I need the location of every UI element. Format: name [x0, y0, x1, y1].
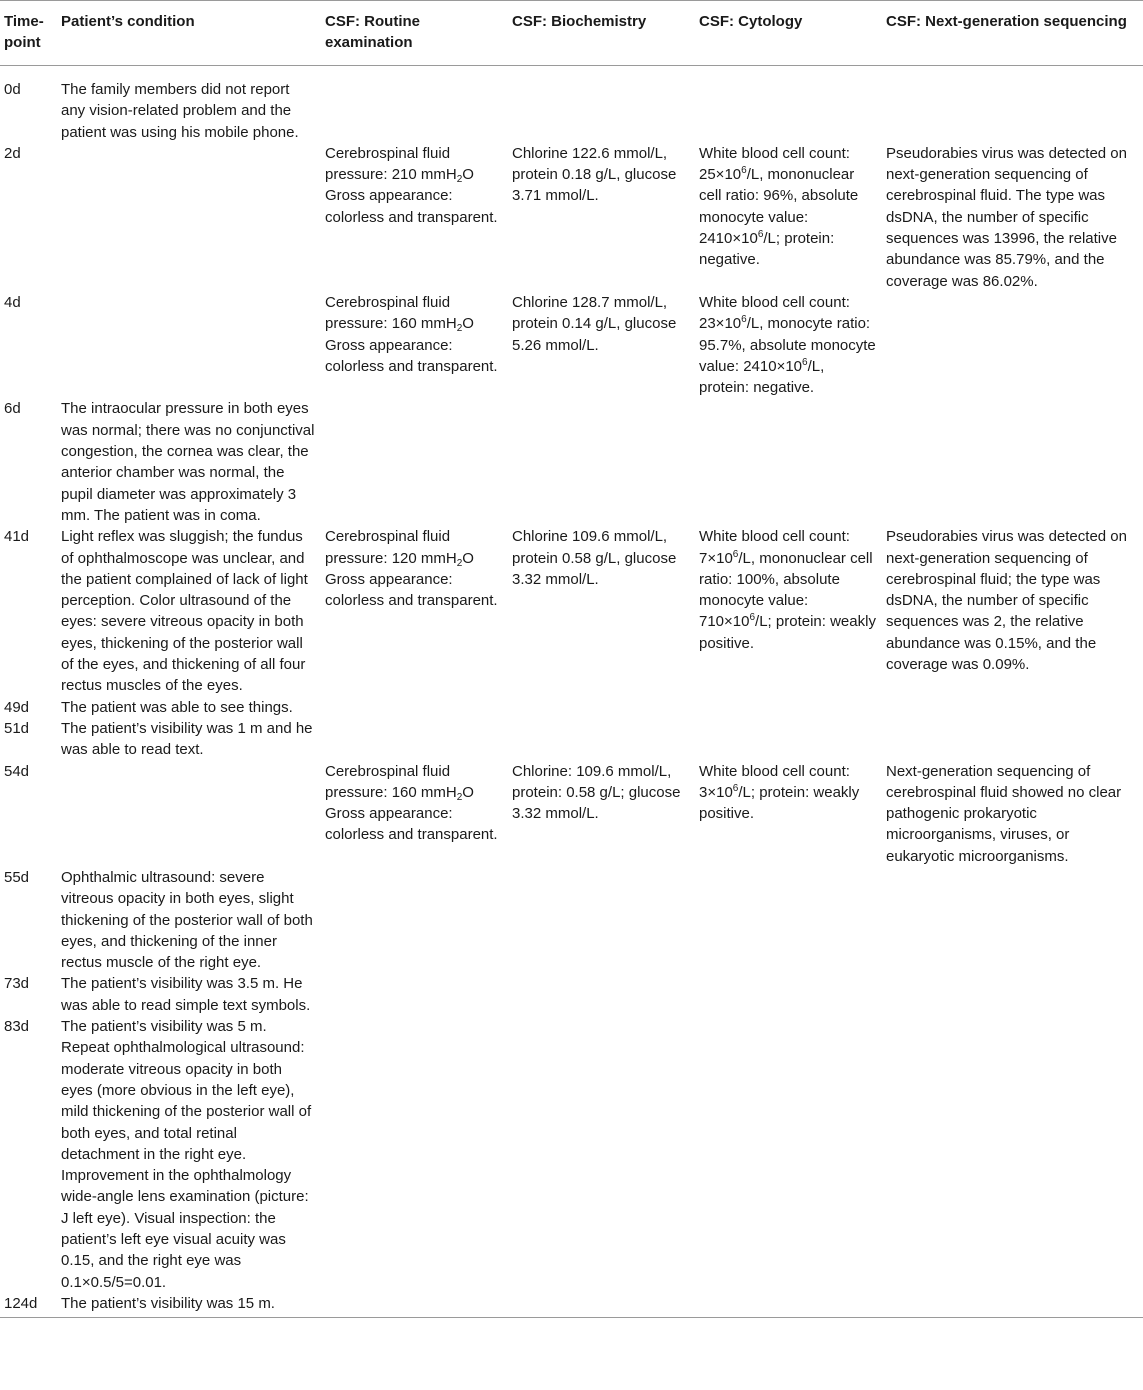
csf-routine-cell: [321, 867, 508, 973]
patient-condition-cell: [57, 292, 321, 398]
table-row: [0, 718, 1143, 761]
csf-biochemistry-cell: Chlorine 122.6 mmol/L, protein 0.18 g/L, glucose 3.71 mmol/L.: [512, 144, 677, 205]
patient-condition-cell: [57, 761, 321, 867]
table-row: [0, 697, 1143, 718]
table-row: [0, 973, 1143, 1016]
csf-biochemistry-cell: [508, 973, 695, 1016]
timepoint-cell: 124d: [4, 1294, 38, 1312]
timepoint-cell: 4d: [4, 293, 21, 311]
csf-cytology-cell: [695, 718, 882, 761]
timepoint-cell: 55d: [4, 868, 30, 886]
csf-biochemistry-cell: [508, 697, 695, 718]
table-header-row: [0, 1, 1143, 66]
csf-routine-cell: [321, 697, 508, 718]
csf-routine-cell: Cerebrospinal fluid pressure: 120 mmH$_2$O Gross appearance: colorless and transparent.: [325, 528, 498, 610]
csf-cytology-cell: White blood cell count: $7\times 10^6/L$, mononuclear cell ratio: 100%, absolute monocyte value: $710\times 10^6/L$; protein: weakly positive.: [699, 528, 876, 652]
csf-biochemistry-cell: [508, 867, 695, 973]
csf-cytology-cell: [695, 398, 882, 526]
patient-condition-cell: The family members did not report any vision-related problem and the patient was using his mobile phone.: [61, 81, 299, 141]
csf-ngs-cell: Pseudorabies virus was detected on next-generation sequencing of cerebrospinal fluid; the type was dsDNA, the number of specific sequences was 2, the relative abundance was 0.15%, and the coverage was 0.09%.: [886, 528, 1127, 674]
table-row: [0, 143, 1143, 292]
header-csf-ngs: CSF: Next-generation sequencing: [886, 13, 1127, 30]
table-row: [0, 867, 1143, 973]
csf-ngs-cell: [882, 66, 1143, 143]
table-row: [0, 526, 1143, 696]
csf-cytology-cell: White blood cell count: $25\times 10^6/L$, mononuclear cell ratio: 96%, absolute monocyte value: $2410\times 10^6/L$; protein: negative.: [699, 144, 859, 269]
csf-cytology-cell: White blood cell count: $23\times 10^6/L$, monocyte ratio: 95.7%, absolute monocyte value: $2410\times 10^6/L$, protein: negative.: [699, 293, 876, 397]
csf-ngs-cell: [882, 973, 1143, 1016]
csf-cytology-cell: [695, 1293, 882, 1318]
table-row: [0, 398, 1143, 526]
csf-routine-cell: [321, 718, 508, 761]
table-row: [0, 761, 1143, 867]
timepoint-cell: 54d: [4, 762, 30, 780]
timepoint-cell: 2d: [4, 144, 21, 162]
header-timepoint: Time-point: [4, 13, 44, 51]
csf-cytology-cell: [695, 973, 882, 1016]
csf-routine-cell: [321, 398, 508, 526]
header-csf-cytology: CSF: Cytology: [699, 13, 803, 30]
csf-routine-cell: Cerebrospinal fluid pressure: 210 mmH$_2$O Gross appearance: colorless and transparent.: [325, 144, 498, 226]
csf-routine-cell: [321, 973, 508, 1016]
csf-ngs-cell: [882, 1016, 1143, 1293]
table-body: [0, 66, 1143, 1318]
csf-routine-cell: [321, 1293, 508, 1318]
csf-cytology-cell: White blood cell count: $3\times 10^6/L$; protein: weakly positive.: [699, 762, 860, 823]
csf-ngs-cell: [882, 1293, 1143, 1318]
timepoint-cell: 51d: [4, 719, 30, 737]
csf-ngs-cell: Next-generation sequencing of cerebrospinal fluid showed no clear pathogenic prokaryotic microorganisms, viruses, or eukaryotic microorganisms.: [886, 762, 1122, 865]
csf-biochemistry-cell: Chlorine 109.6 mmol/L, protein 0.58 g/L, glucose 3.32 mmol/L.: [512, 528, 677, 588]
csf-cytology-cell: [695, 697, 882, 718]
csf-ngs-cell: [882, 718, 1143, 761]
csf-biochemistry-cell: Chlorine: 109.6 mmol/L, protein: 0.58 g/L; glucose 3.32 mmol/L.: [512, 762, 681, 823]
patient-condition-cell: Ophthalmic ultrasound: severe vitreous opacity in both eyes, slight thickening of the posterior wall of both eyes, and thickening of the inner rectus muscle of the right eye.: [61, 868, 313, 972]
csf-biochemistry-cell: [508, 398, 695, 526]
csf-biochemistry-cell: [508, 718, 695, 761]
timepoint-cell: 0d: [4, 81, 21, 98]
csf-routine-cell: [321, 66, 508, 143]
header-csf-routine: CSF: Routine examination: [325, 13, 420, 51]
patient-condition-cell: The patient’s visibility was 3.5 m. He was able to read simple text symbols.: [61, 975, 311, 1014]
patient-condition-cell: Light reflex was sluggish; the fundus of ophthalmoscope was unclear, and the patient complained of lack of light perception. Color ultrasound of the eyes: severe vitreous opacity in both eyes, thickening of the posterior wall of the eyes, and thickening of all four rectus muscles of the eyes.: [61, 528, 308, 695]
timepoint-cell: 6d: [4, 400, 21, 418]
timepoint-cell: 73d: [4, 975, 30, 993]
patient-condition-cell: The intraocular pressure in both eyes was normal; there was no conjunctival congestion, the cornea was clear, the anterior chamber was normal, the pupil diameter was approximately 3 mm. The patient was in coma.: [61, 400, 315, 524]
csf-ngs-cell: Pseudorabies virus was detected on next-generation sequencing of cerebrospinal fluid. The type was dsDNA, the number of specific sequences was 13996, the relative abundance was 85.79%, and the coverage was 86.02%.: [886, 144, 1127, 290]
timepoint-cell: 41d: [4, 528, 30, 546]
csf-cytology-cell: [695, 867, 882, 973]
csf-routine-cell: Cerebrospinal fluid pressure: 160 mmH$_2$O Gross appearance: colorless and transparent.: [325, 762, 498, 844]
csf-cytology-cell: [695, 66, 882, 143]
timepoint-cell: 49d: [4, 698, 30, 716]
table-row: [0, 66, 1143, 143]
patient-condition-cell: [57, 143, 321, 292]
header-patient-condition: Patient’s condition: [61, 13, 195, 30]
csf-ngs-cell: [882, 867, 1143, 973]
table-row: [0, 1016, 1143, 1293]
csf-biochemistry-cell: Chlorine 128.7 mmol/L, protein 0.14 g/L, glucose 5.26 mmol/L.: [512, 293, 677, 354]
timepoint-cell: 83d: [4, 1018, 30, 1036]
csf-cytology-cell: [695, 1016, 882, 1293]
patient-condition-cell: The patient’s visibility was 1 m and he was able to read text.: [61, 719, 313, 759]
table-row: [0, 292, 1143, 398]
csf-ngs-cell: [882, 398, 1143, 526]
patient-condition-cell: The patient’s visibility was 15 m.: [61, 1294, 275, 1312]
csf-biochemistry-cell: [508, 1293, 695, 1318]
header-csf-biochemistry: CSF: Biochemistry: [512, 13, 647, 30]
csf-biochemistry-cell: [508, 66, 695, 143]
table-row: [0, 1293, 1143, 1318]
csf-ngs-cell: [882, 697, 1143, 718]
csf-ngs-cell: [882, 292, 1143, 398]
patient-condition-cell: The patient’s visibility was 5 m. Repeat ophthalmological ultrasound: moderate vitreous opacity in both eyes (more obvious in the left eye), mild thickening of the posterior wall of both eyes, and total retinal detachment in the right eye. Improvement in the ophthalmology wide-angle lens examination (picture: J left eye). Visual inspection: the patient’s left eye visual acuity was 0.15, and the right eye was 0.1×0.5/5=0.01.: [61, 1018, 312, 1291]
csf-routine-cell: Cerebrospinal fluid pressure: 160 mmH$_2$O Gross appearance: colorless and transparent.: [325, 293, 498, 375]
csf-biochemistry-cell: [508, 1016, 695, 1293]
csf-routine-cell: [321, 1016, 508, 1293]
patient-condition-cell: The patient was able to see things.: [61, 698, 293, 716]
